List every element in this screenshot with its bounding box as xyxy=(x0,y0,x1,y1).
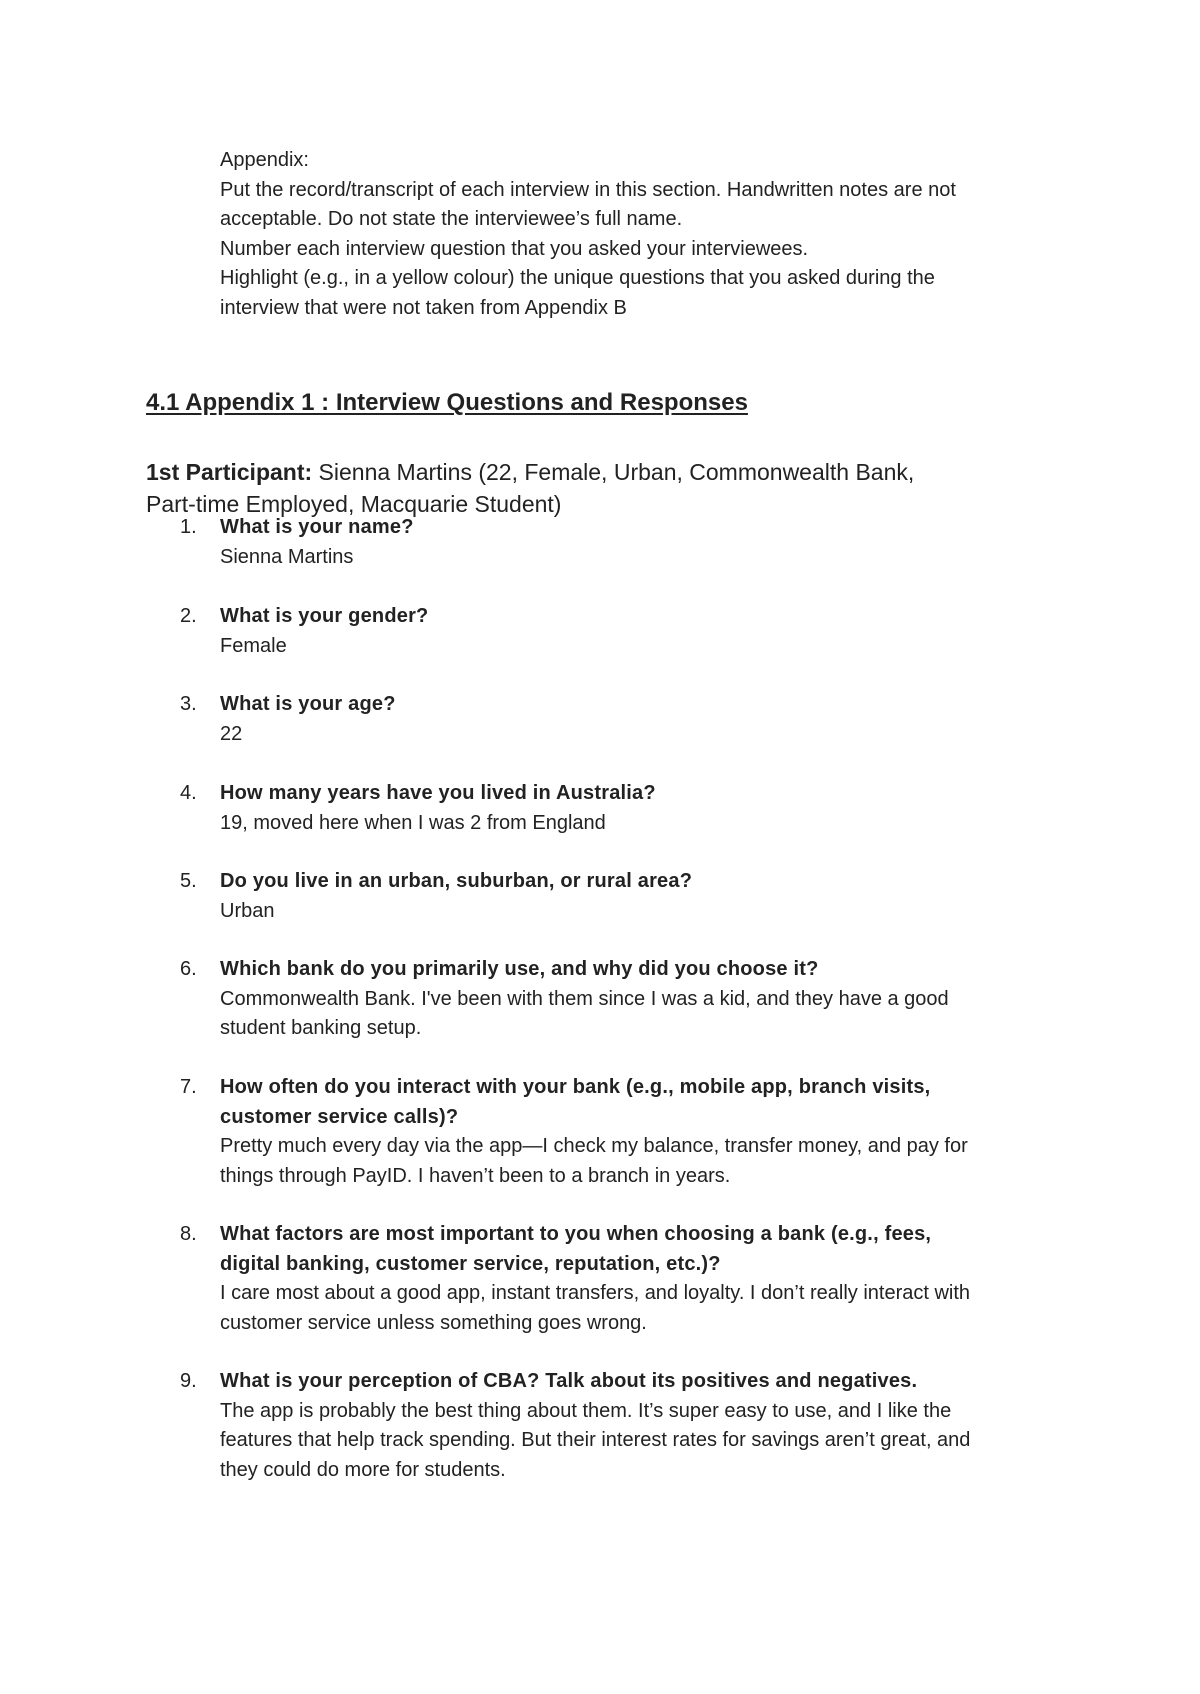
question-number: 6. xyxy=(180,958,197,980)
answer-text: I care most about a good app, instant transfers, and loyalty. I don’t really interact with xyxy=(220,1282,971,1304)
instruction-line: Number each interview question that you asked your interviewees. xyxy=(220,237,809,260)
answer-text: Urban xyxy=(220,899,275,922)
answer-text: student banking setup. xyxy=(220,1017,422,1039)
question-text: Which bank do you primarily use, and why did you choose it? xyxy=(220,958,819,980)
question-text: What is your perception of CBA? Talk about its positives and negatives. xyxy=(220,1370,918,1392)
answer-text: 19, moved here when I was 2 from England xyxy=(220,811,606,834)
instruction-line: interview that were not taken from Appendix B xyxy=(220,296,627,319)
question-body xyxy=(220,513,1080,572)
answer-text: Sienna Martins xyxy=(220,545,354,568)
question-text: What is your gender? xyxy=(220,605,429,627)
question-body xyxy=(220,690,1080,749)
answer-text: Female xyxy=(220,634,287,657)
question-body xyxy=(220,867,1080,926)
question-number: 2. xyxy=(180,605,197,627)
question-text: What is your name? xyxy=(220,516,414,538)
appendix-instructions xyxy=(220,146,1080,323)
question-text: customer service calls)? xyxy=(220,1105,459,1128)
appendix-heading: Appendix: xyxy=(220,149,309,171)
participant-label: 1st Participant: xyxy=(146,459,313,485)
question-text: How often do you interact with your bank (e.g., mobile app, branch visits, xyxy=(220,1076,931,1098)
answer-text: Pretty much every day via the app—I check my balance, transfer money, and pay for xyxy=(220,1135,968,1157)
question-body xyxy=(220,602,1080,661)
question-number: 8. xyxy=(180,1223,197,1245)
question-body xyxy=(220,955,1080,1044)
question-number: 4. xyxy=(180,782,197,804)
question-body xyxy=(220,1073,1080,1191)
question-number: 3. xyxy=(180,693,197,715)
question-number: 1. xyxy=(180,516,197,538)
answer-text: The app is probably the best thing about them. It’s super easy to use, and I like the xyxy=(220,1399,952,1422)
participant-info xyxy=(146,456,1046,520)
answer-text: 22 xyxy=(220,722,243,745)
participant-details: Sienna Martins (22, Female, Urban, Commonwealth Bank, xyxy=(312,459,915,485)
question-number: 7. xyxy=(180,1076,197,1098)
question-number: 5. xyxy=(180,870,197,892)
instruction-line: Put the record/transcript of each interview in this section. Handwritten notes are not xyxy=(220,178,956,201)
question-text: digital banking, customer service, reputation, etc.)? xyxy=(220,1252,721,1275)
answer-text: things through PayID. I haven’t been to a branch in years. xyxy=(220,1164,731,1187)
instruction-line: acceptable. Do not state the interviewee’s full name. xyxy=(220,208,683,230)
answer-text: customer service unless something goes wrong. xyxy=(220,1311,647,1334)
question-body xyxy=(220,779,1080,838)
question-text: What is your age? xyxy=(220,693,396,715)
answer-text: features that help track spending. But their interest rates for savings aren’t great, and xyxy=(220,1429,971,1451)
question-text: What factors are most important to you when choosing a bank (e.g., fees, xyxy=(220,1223,932,1245)
answer-text: Commonwealth Bank. I've been with them since I was a kid, and they have a good xyxy=(220,987,949,1010)
question-body xyxy=(220,1220,1080,1338)
instruction-line: Highlight (e.g., in a yellow colour) the unique questions that you asked during the xyxy=(220,267,935,289)
participant-details: Part-time Employed, Macquarie Student) xyxy=(146,491,562,517)
question-number: 9. xyxy=(180,1370,197,1392)
question-body xyxy=(220,1367,1080,1485)
answer-text: they could do more for students. xyxy=(220,1458,506,1481)
question-text: How many years have you lived in Australia? xyxy=(220,782,656,804)
section-title: 4.1 Appendix 1 : Interview Questions and Responses xyxy=(146,389,748,416)
question-text: Do you live in an urban, suburban, or rural area? xyxy=(220,870,693,892)
